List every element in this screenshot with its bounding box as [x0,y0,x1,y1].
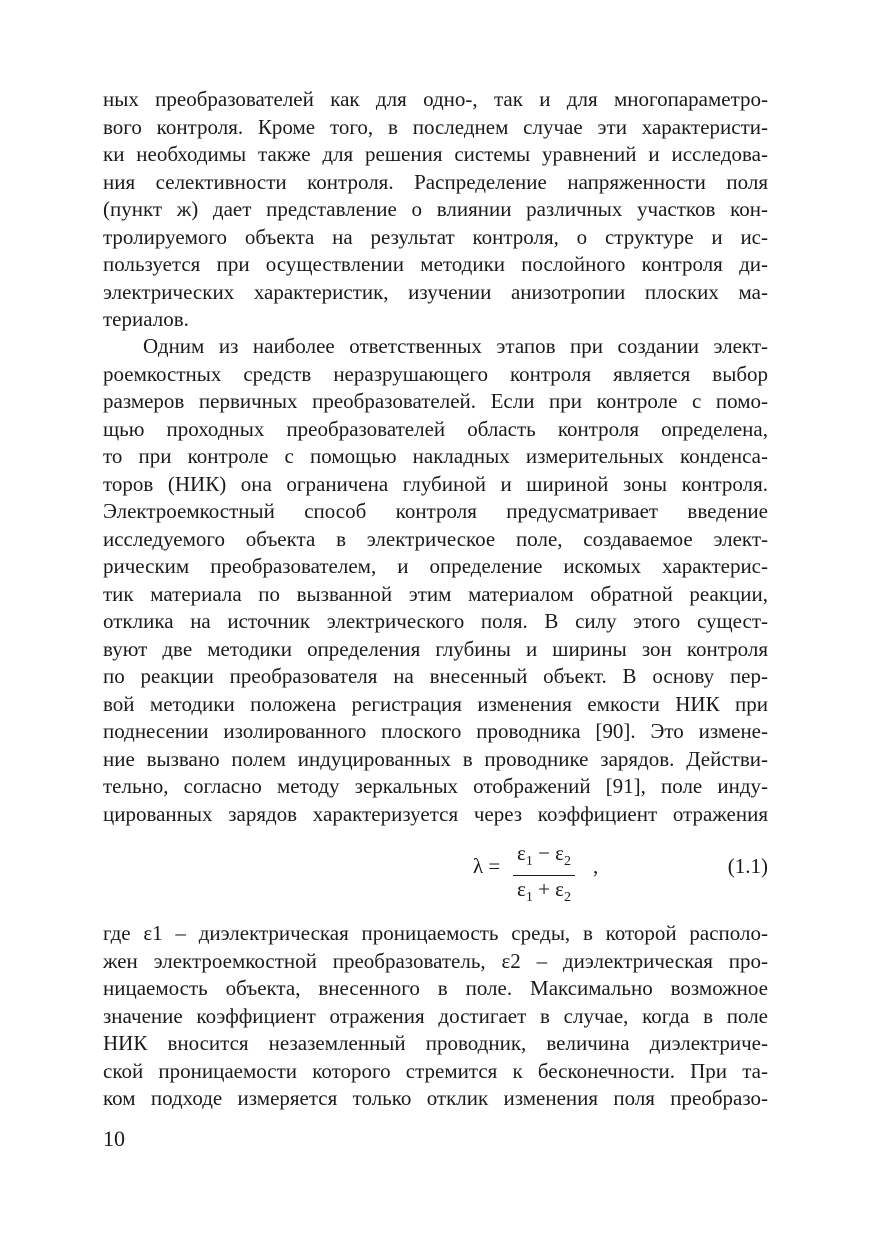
equation-fraction [513,840,575,911]
text-line: тик материала по вызванной этим материалом обратной реакции, [103,581,768,606]
text-line: торов (НИК) она ограничена глубиной и шириной зоны контроля. [103,471,768,496]
text-line: ницаемость объекта, внесенного в поле. Максимально возможное [103,976,768,1000]
equation-1-1 [103,838,768,906]
text-line: то при контроле с помощью накладных измерительных конденса- [103,444,768,468]
fraction-numerator: $\varepsilon_1 - \varepsilon_2$ [513,840,575,876]
text-line: вой методики положена регистрация изменения емкости НИК при [103,691,768,716]
page-number: 10 [103,1126,125,1151]
text-line: ки необходимы также для решения системы уравнений и исследова- [103,142,768,166]
text-line: значение коэффициент отражения достигает в случае, когда в поле [103,1003,768,1028]
text-line: электрических характеристик, изучении анизотропии плоских ма- [103,279,768,304]
paragraph-2 [103,333,768,828]
text-line: по реакции преобразователя на внесенный объект. В основу пер- [103,664,768,688]
text-line: цированных зарядов характеризуется через коэффициент отражения [103,801,768,826]
text-line: поднесении изолированного плоского проводника [90]. Это измене- [103,719,768,743]
text-line: ния селективности контроля. Распределение напряженности поля [103,169,768,194]
paragraph-1 [103,86,768,334]
text-line: жен электроемкостной преобразователь, ε2 – диэлектрическая про- [103,948,768,973]
text-line: ком подходе измеряется только отклик изменения поля преобразо- [103,1086,768,1110]
paragraph-3 [103,920,768,1113]
fraction-denominator: $\varepsilon_1 + \varepsilon_2$ [517,877,571,906]
text-line: пользуется при осуществлении методики послойного контроля ди- [103,252,768,276]
text-line: где ε1 – диэлектрическая проницаемость среды, в которой располо- [103,921,768,945]
text-line: Электроемкостный способ контроля предусматривает введение [103,499,768,523]
text-line: тельно, согласно методу зеркальных отображений [91], поле инду- [103,774,768,798]
text-line: тролируемого объекта на результат контроля, о структуре и ис- [103,224,768,249]
text-line: вуют две методики определения глубины и ширины зон контроля [103,636,768,661]
text-line: ние вызвано полем индуцированных в проводнике зарядов. Действи- [103,746,768,771]
text-line: Одним из наиболее ответственных этапов при создании элект- [143,334,768,358]
text-line: ской проницаемости которого стремится к бесконечности. При та- [103,1058,768,1083]
text-line: рическим преобразователем, и определение искомых характерис- [103,554,768,578]
text-line: исследуемого объекта в электрическое поле, создаваемое элект- [103,526,768,551]
text-line: (пункт ж) дает представление о влиянии различных участков кон- [103,197,768,221]
text-line: териалов. [103,307,189,331]
text-line: отклика на источник электрического поля. В силу этого сущест- [103,609,768,633]
equation-number: (1.1) [727,854,768,878]
text-line: ных преобразователей как для одно-, так и для многопараметро- [103,87,768,111]
text-line: вого контроля. Кроме того, в последнем случае эти характеристи- [103,114,768,139]
equation-comma: , [593,854,599,878]
equation-lhs: λ = [473,854,501,878]
text-line: НИК вносится незаземленный проводник, величина диэлектриче- [103,1031,768,1055]
text-line: роемкостных средств неразрушающего контроля является выбор [103,361,768,386]
text-line: размеров первичных преобразователей. Если при контроле с помо- [103,389,768,413]
text-line: щью проходных преобразователей область контроля определена, [103,416,768,441]
